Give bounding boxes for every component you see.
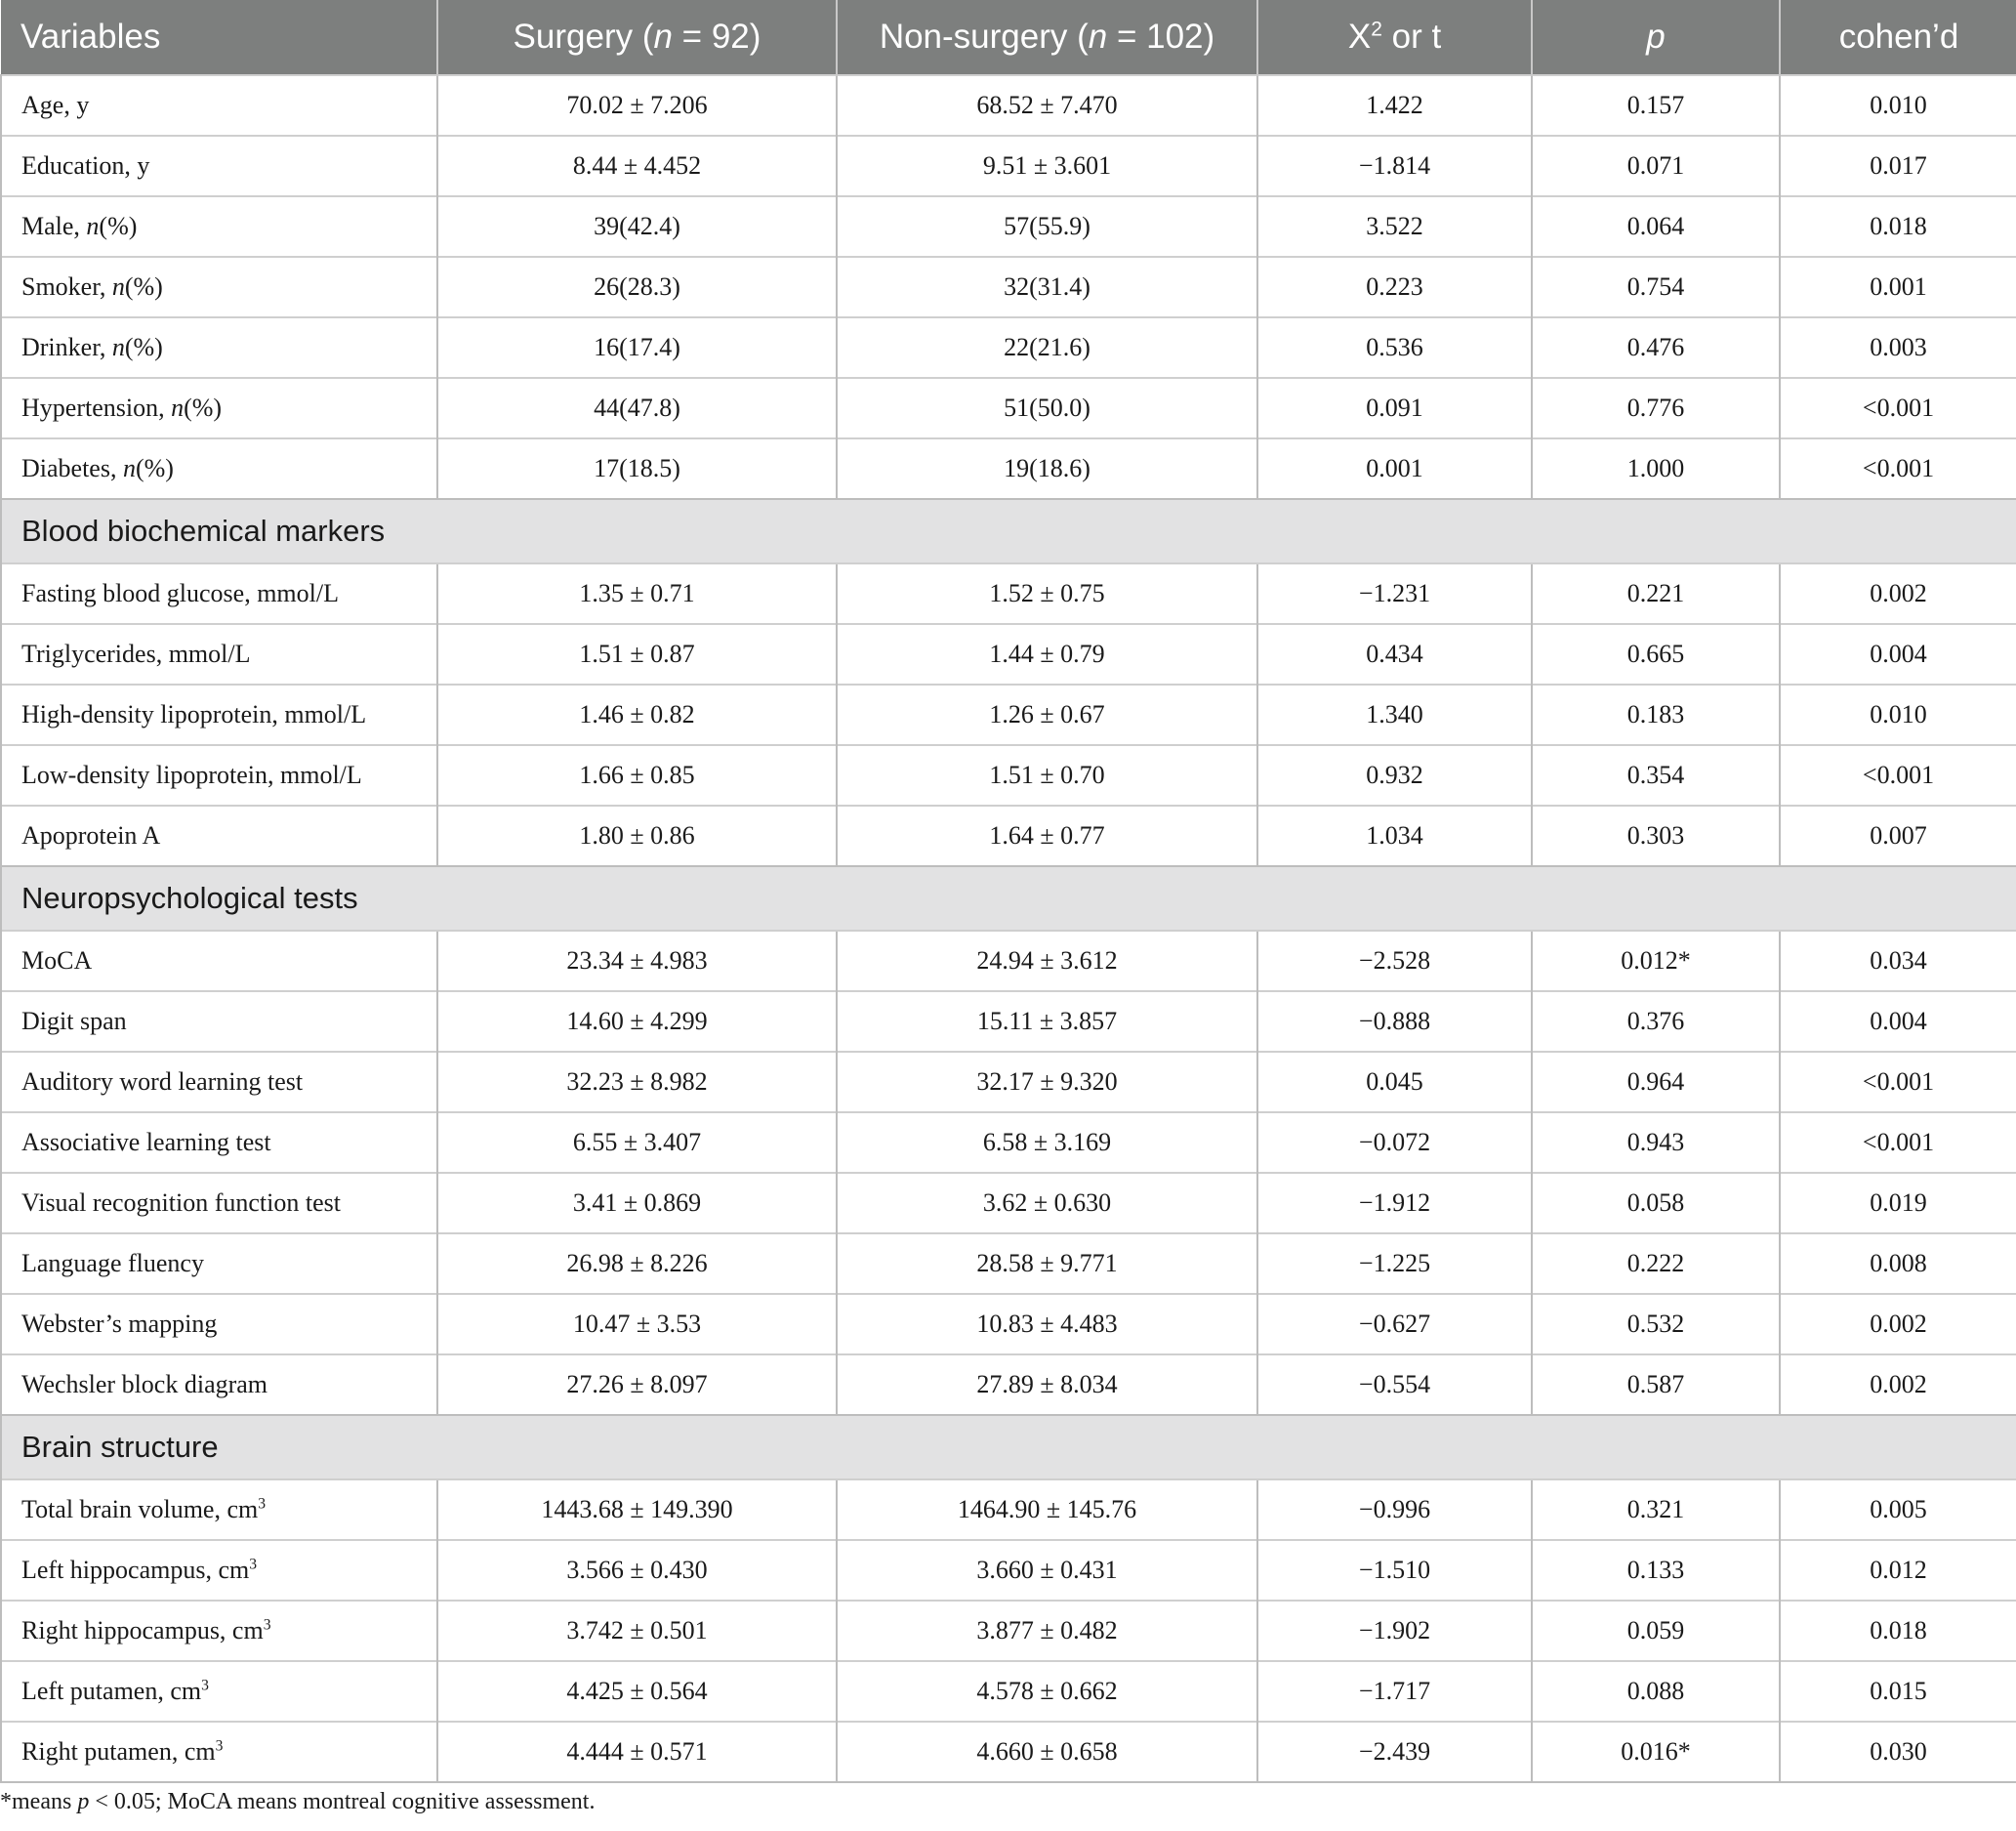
cell-surgery: 39(42.4)	[437, 196, 837, 257]
cell-p: 0.016*	[1532, 1722, 1780, 1782]
row-label-prefix: Smoker,	[21, 272, 112, 301]
cell-cohen: <0.001	[1780, 438, 2016, 499]
cell-statistic: −1.902	[1257, 1601, 1532, 1661]
cell-surgery: 23.34 ± 4.983	[437, 931, 837, 991]
row-label-prefix: Diabetes,	[21, 454, 123, 482]
row-label: Wechsler block diagram	[1, 1354, 437, 1415]
table-row	[1, 563, 2016, 624]
cell-cohen: 0.010	[1780, 685, 2016, 745]
cell-p: 0.221	[1532, 563, 1780, 624]
cell-surgery: 44(47.8)	[437, 378, 837, 438]
section-row-neuro	[1, 866, 2016, 931]
cell-nonsurgery: 4.578 ± 0.662	[837, 1661, 1257, 1722]
cell-surgery: 1.51 ± 0.87	[437, 624, 837, 685]
header-surgery	[437, 0, 837, 75]
cell-nonsurgery: 6.58 ± 3.169	[837, 1112, 1257, 1173]
row-label-italic: n	[86, 212, 100, 240]
cell-p: 0.183	[1532, 685, 1780, 745]
cell-statistic: −1.717	[1257, 1661, 1532, 1722]
row-label-prefix: Male,	[21, 212, 87, 240]
row-label-suffix: (%)	[135, 454, 174, 482]
cell-surgery: 3.41 ± 0.869	[437, 1173, 837, 1233]
row-label-sup: 3	[263, 1616, 271, 1634]
row-label-italic: n	[122, 454, 136, 482]
header-chi-sup: 2	[1371, 18, 1382, 41]
cell-cohen: 0.030	[1780, 1722, 2016, 1782]
cell-surgery: 26(28.3)	[437, 257, 837, 317]
table-row	[1, 685, 2016, 745]
cell-statistic: −1.225	[1257, 1233, 1532, 1294]
cell-statistic: −2.528	[1257, 931, 1532, 991]
row-label: Associative learning test	[1, 1112, 437, 1173]
cell-statistic: 0.932	[1257, 745, 1532, 806]
cell-p: 0.776	[1532, 378, 1780, 438]
cell-cohen: 0.003	[1780, 317, 2016, 378]
section-heading-blood: Blood biochemical markers	[1, 499, 2016, 563]
cell-surgery: 32.23 ± 8.982	[437, 1052, 837, 1112]
row-label: Low-density lipoprotein, mmol/L	[1, 745, 437, 806]
cell-surgery: 27.26 ± 8.097	[437, 1354, 837, 1415]
cell-statistic: −1.912	[1257, 1173, 1532, 1233]
row-label: Webster’s mapping	[1, 1294, 437, 1354]
table-row	[1, 196, 2016, 257]
cell-p: 0.532	[1532, 1294, 1780, 1354]
cell-p: 0.059	[1532, 1601, 1780, 1661]
table-row	[1, 991, 2016, 1052]
table-row	[1, 1233, 2016, 1294]
row-label	[1, 1540, 437, 1601]
cell-surgery: 1443.68 ± 149.390	[437, 1479, 837, 1540]
table-row	[1, 75, 2016, 136]
row-label-italic: n	[111, 333, 125, 361]
cell-p: 0.964	[1532, 1052, 1780, 1112]
cell-surgery: 16(17.4)	[437, 317, 837, 378]
cell-p: 0.058	[1532, 1173, 1780, 1233]
cell-cohen: 0.004	[1780, 624, 2016, 685]
section-heading-brain: Brain structure	[1, 1415, 2016, 1479]
cell-nonsurgery: 9.51 ± 3.601	[837, 136, 1257, 196]
header-nonsurgery-suffix: = 102)	[1107, 18, 1215, 56]
footnote-suffix: < 0.05; MoCA means montreal cognitive assessment.	[89, 1789, 596, 1814]
cell-cohen: 0.018	[1780, 196, 2016, 257]
cell-statistic: 1.340	[1257, 685, 1532, 745]
table-row	[1, 1112, 2016, 1173]
cell-statistic: 0.091	[1257, 378, 1532, 438]
cell-surgery: 10.47 ± 3.53	[437, 1294, 837, 1354]
table-row	[1, 931, 2016, 991]
header-nonsurgery-prefix: Non-surgery (	[879, 18, 1089, 56]
cell-cohen: 0.019	[1780, 1173, 2016, 1233]
cell-surgery: 26.98 ± 8.226	[437, 1233, 837, 1294]
row-label-text: Total brain volume, cm	[21, 1495, 259, 1523]
row-label: Education, y	[1, 136, 437, 196]
cell-surgery: 4.444 ± 0.571	[437, 1722, 837, 1782]
header-nonsurgery-n: n	[1088, 18, 1108, 56]
table-row	[1, 745, 2016, 806]
row-label-suffix: (%)	[99, 212, 138, 240]
header-surgery-n: n	[653, 18, 673, 56]
header-p-value	[1532, 0, 1780, 75]
row-label-sup: 3	[201, 1677, 209, 1694]
cell-statistic: −1.814	[1257, 136, 1532, 196]
cell-surgery: 70.02 ± 7.206	[437, 75, 837, 136]
cell-statistic: 0.434	[1257, 624, 1532, 685]
cell-nonsurgery: 4.660 ± 0.658	[837, 1722, 1257, 1782]
cell-p: 0.222	[1532, 1233, 1780, 1294]
cell-statistic: 0.045	[1257, 1052, 1532, 1112]
cell-cohen: <0.001	[1780, 378, 2016, 438]
cell-p: 0.476	[1532, 317, 1780, 378]
table-header-row	[1, 0, 2016, 75]
row-label: Triglycerides, mmol/L	[1, 624, 437, 685]
table-row	[1, 1052, 2016, 1112]
cell-nonsurgery: 1.44 ± 0.79	[837, 624, 1257, 685]
row-label: Digit span	[1, 991, 437, 1052]
row-label-italic: n	[171, 394, 185, 422]
row-label: MoCA	[1, 931, 437, 991]
table-row	[1, 1479, 2016, 1540]
cell-surgery: 3.566 ± 0.430	[437, 1540, 837, 1601]
row-label	[1, 378, 437, 438]
row-label: Age, y	[1, 75, 437, 136]
section-row-brain	[1, 1415, 2016, 1479]
header-variables: Variables	[1, 0, 437, 75]
header-chi-prefix: X	[1347, 18, 1372, 56]
cell-surgery: 17(18.5)	[437, 438, 837, 499]
cell-nonsurgery: 28.58 ± 9.771	[837, 1233, 1257, 1294]
header-chi-suffix: or t	[1381, 18, 1442, 56]
header-cohen-d: cohen’d	[1780, 0, 2016, 75]
row-label-sup: 3	[258, 1495, 267, 1513]
cell-nonsurgery: 22(21.6)	[837, 317, 1257, 378]
cell-surgery: 4.425 ± 0.564	[437, 1661, 837, 1722]
table-row	[1, 1294, 2016, 1354]
cell-nonsurgery: 10.83 ± 4.483	[837, 1294, 1257, 1354]
row-label: Visual recognition function test	[1, 1173, 437, 1233]
table-row	[1, 438, 2016, 499]
cell-cohen: 0.004	[1780, 991, 2016, 1052]
table-row	[1, 1173, 2016, 1233]
cell-p: 0.157	[1532, 75, 1780, 136]
table-row	[1, 1540, 2016, 1601]
table-row	[1, 1354, 2016, 1415]
row-label	[1, 1722, 437, 1782]
cell-nonsurgery: 1.26 ± 0.67	[837, 685, 1257, 745]
table-row	[1, 806, 2016, 866]
cell-nonsurgery: 1.51 ± 0.70	[837, 745, 1257, 806]
cell-nonsurgery: 1464.90 ± 145.76	[837, 1479, 1257, 1540]
cell-surgery: 3.742 ± 0.501	[437, 1601, 837, 1661]
cell-cohen: 0.034	[1780, 931, 2016, 991]
section-heading-neuro: Neuropsychological tests	[1, 866, 2016, 931]
cell-cohen: 0.002	[1780, 1294, 2016, 1354]
cell-cohen: 0.007	[1780, 806, 2016, 866]
table-row	[1, 1722, 2016, 1782]
row-label-italic: n	[111, 272, 125, 301]
cell-cohen: <0.001	[1780, 1052, 2016, 1112]
row-label	[1, 1661, 437, 1722]
cell-statistic: −1.510	[1257, 1540, 1532, 1601]
cell-nonsurgery: 3.660 ± 0.431	[837, 1540, 1257, 1601]
cell-nonsurgery: 32.17 ± 9.320	[837, 1052, 1257, 1112]
cell-p: 0.321	[1532, 1479, 1780, 1540]
table-row	[1, 136, 2016, 196]
table-row	[1, 378, 2016, 438]
row-label-text: Right hippocampus, cm	[21, 1616, 264, 1644]
cell-nonsurgery: 32(31.4)	[837, 257, 1257, 317]
header-p-label: p	[1646, 18, 1666, 56]
cell-cohen: 0.002	[1780, 1354, 2016, 1415]
cell-surgery: 1.35 ± 0.71	[437, 563, 837, 624]
cell-p: 0.943	[1532, 1112, 1780, 1173]
row-label	[1, 196, 437, 257]
row-label-text: Right putamen, cm	[21, 1737, 216, 1766]
row-label-suffix: (%)	[124, 272, 163, 301]
cell-surgery: 8.44 ± 4.452	[437, 136, 837, 196]
header-nonsurgery	[837, 0, 1257, 75]
row-label: Language fluency	[1, 1233, 437, 1294]
row-label-suffix: (%)	[124, 333, 163, 361]
cell-cohen: <0.001	[1780, 1112, 2016, 1173]
cell-p: 0.088	[1532, 1661, 1780, 1722]
cell-nonsurgery: 3.62 ± 0.630	[837, 1173, 1257, 1233]
cell-cohen: 0.002	[1780, 563, 2016, 624]
cell-nonsurgery: 27.89 ± 8.034	[837, 1354, 1257, 1415]
cell-cohen: <0.001	[1780, 745, 2016, 806]
cell-surgery: 14.60 ± 4.299	[437, 991, 837, 1052]
row-label	[1, 257, 437, 317]
cell-statistic: −0.072	[1257, 1112, 1532, 1173]
table-footnote	[0, 1789, 595, 1815]
cell-p: 0.376	[1532, 991, 1780, 1052]
cell-cohen: 0.005	[1780, 1479, 2016, 1540]
cell-p: 0.012*	[1532, 931, 1780, 991]
cell-nonsurgery: 1.52 ± 0.75	[837, 563, 1257, 624]
row-label	[1, 1479, 437, 1540]
row-label	[1, 317, 437, 378]
row-label: Fasting blood glucose, mmol/L	[1, 563, 437, 624]
cell-statistic: 0.223	[1257, 257, 1532, 317]
table-row	[1, 1601, 2016, 1661]
cell-cohen: 0.012	[1780, 1540, 2016, 1601]
cell-surgery: 1.66 ± 0.85	[437, 745, 837, 806]
cell-p: 0.303	[1532, 806, 1780, 866]
header-surgery-suffix: = 92)	[672, 18, 761, 56]
row-label-sup: 3	[215, 1737, 224, 1755]
header-statistic	[1257, 0, 1532, 75]
cell-surgery: 6.55 ± 3.407	[437, 1112, 837, 1173]
cell-statistic: 1.422	[1257, 75, 1532, 136]
cell-statistic: −0.627	[1257, 1294, 1532, 1354]
header-surgery-prefix: Surgery (	[513, 18, 654, 56]
section-row-blood	[1, 499, 2016, 563]
cell-nonsurgery: 1.64 ± 0.77	[837, 806, 1257, 866]
row-label-text: Left putamen, cm	[21, 1677, 202, 1705]
cell-statistic: −2.439	[1257, 1722, 1532, 1782]
table-row	[1, 317, 2016, 378]
cell-nonsurgery: 57(55.9)	[837, 196, 1257, 257]
cell-cohen: 0.008	[1780, 1233, 2016, 1294]
cell-statistic: 3.522	[1257, 196, 1532, 257]
cell-statistic: −0.554	[1257, 1354, 1532, 1415]
cell-p: 0.133	[1532, 1540, 1780, 1601]
cell-cohen: 0.010	[1780, 75, 2016, 136]
cell-statistic: 0.001	[1257, 438, 1532, 499]
cell-nonsurgery: 51(50.0)	[837, 378, 1257, 438]
table-row	[1, 1661, 2016, 1722]
row-label: Apoprotein A	[1, 806, 437, 866]
cell-nonsurgery: 15.11 ± 3.857	[837, 991, 1257, 1052]
cell-statistic: 0.536	[1257, 317, 1532, 378]
cell-cohen: 0.001	[1780, 257, 2016, 317]
cell-p: 0.665	[1532, 624, 1780, 685]
cell-p: 0.064	[1532, 196, 1780, 257]
row-label-text: Left hippocampus, cm	[21, 1556, 250, 1584]
footnote-p: p	[77, 1789, 90, 1814]
cell-cohen: 0.018	[1780, 1601, 2016, 1661]
cell-nonsurgery: 68.52 ± 7.470	[837, 75, 1257, 136]
table-row	[1, 257, 2016, 317]
cell-nonsurgery: 19(18.6)	[837, 438, 1257, 499]
row-label	[1, 1601, 437, 1661]
cell-statistic: 1.034	[1257, 806, 1532, 866]
cell-statistic: −1.231	[1257, 563, 1532, 624]
cell-nonsurgery: 3.877 ± 0.482	[837, 1601, 1257, 1661]
cell-p: 0.354	[1532, 745, 1780, 806]
cell-cohen: 0.015	[1780, 1661, 2016, 1722]
row-label-suffix: (%)	[184, 394, 223, 422]
row-label-prefix: Drinker,	[21, 333, 112, 361]
row-label: High-density lipoprotein, mmol/L	[1, 685, 437, 745]
cell-cohen: 0.017	[1780, 136, 2016, 196]
cell-p: 0.071	[1532, 136, 1780, 196]
cell-surgery: 1.80 ± 0.86	[437, 806, 837, 866]
row-label-prefix: Hypertension,	[21, 394, 172, 422]
cell-p: 1.000	[1532, 438, 1780, 499]
cell-p: 0.587	[1532, 1354, 1780, 1415]
row-label	[1, 438, 437, 499]
row-label-sup: 3	[249, 1556, 258, 1573]
cell-statistic: −0.888	[1257, 991, 1532, 1052]
cell-surgery: 1.46 ± 0.82	[437, 685, 837, 745]
cell-statistic: −0.996	[1257, 1479, 1532, 1540]
footnote-prefix: *means	[0, 1789, 78, 1814]
cell-p: 0.754	[1532, 257, 1780, 317]
row-label: Auditory word learning test	[1, 1052, 437, 1112]
cell-nonsurgery: 24.94 ± 3.612	[837, 931, 1257, 991]
table-row	[1, 624, 2016, 685]
